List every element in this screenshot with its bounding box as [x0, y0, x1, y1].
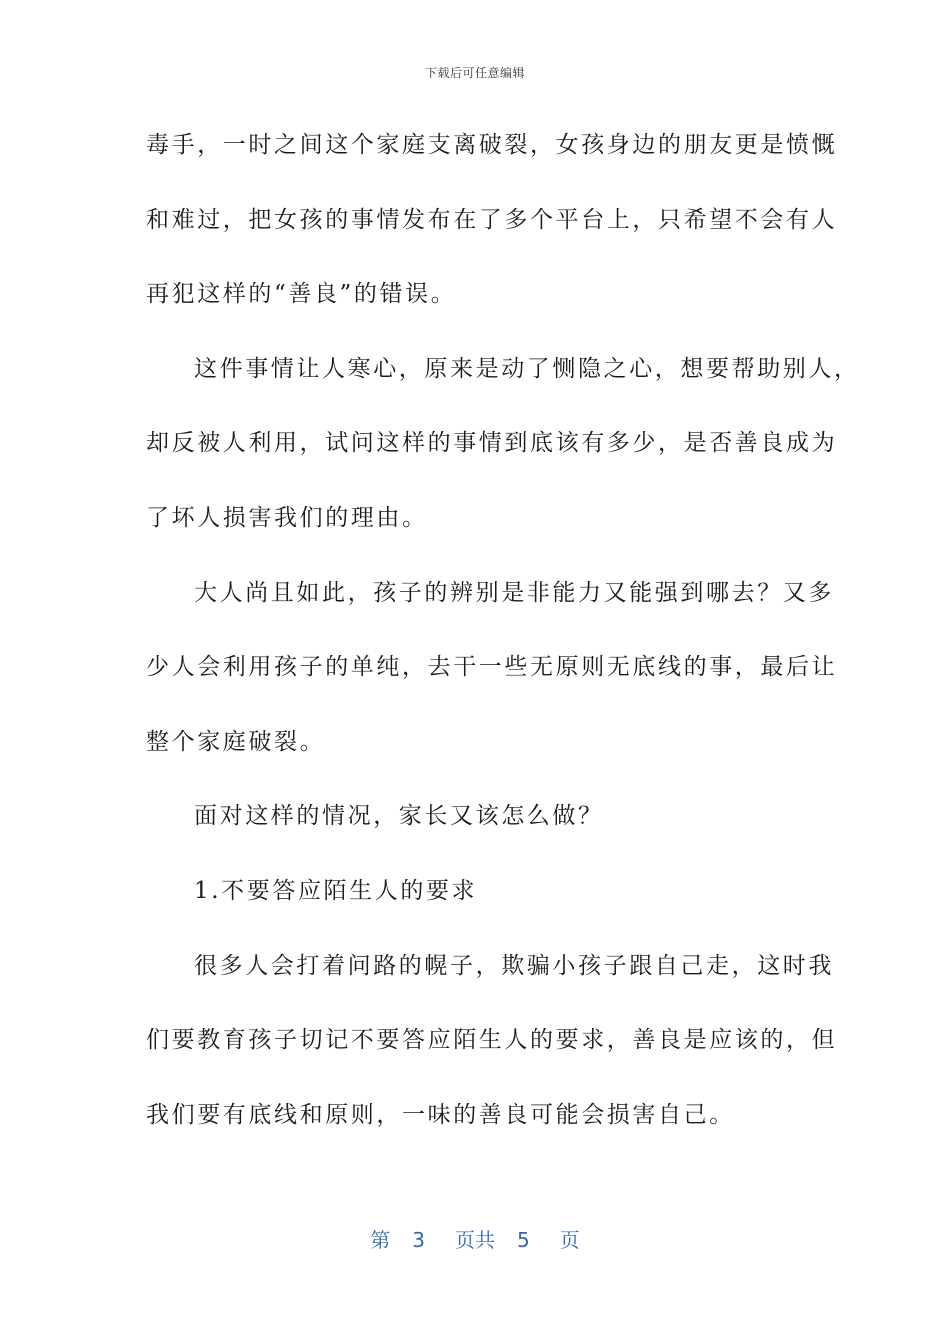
text-line: 们要教育孩子切记不要答应陌生人的要求，善良是应该的，但 [146, 1027, 838, 1054]
footer-total-pages: 5 [517, 1228, 530, 1252]
footer-suffix: 页 [559, 1228, 580, 1252]
text-line: 了坏人损害我们的理由。 [146, 504, 428, 531]
paragraph-start-line: 大人尚且如此，孩子的辨别是非能力又能强到哪去？又多 [194, 579, 834, 606]
header-note: 下载后可任意编辑 [424, 66, 525, 80]
text-line: 整个家庭破裂。 [146, 728, 326, 755]
text-line: 和难过，把女孩的事情发布在了多个平台上，只希望不会有人 [146, 206, 838, 233]
paragraph-start-line: 这件事情让人寒心，原来是动了恻隐之心，想要帮助别人， [194, 355, 860, 382]
text-line: 少人会利用孩子的单纯，去干一些无原则无底线的事，最后让 [146, 654, 838, 681]
paragraph-start-line: 面对这样的情况，家长又该怎么做？ [194, 803, 604, 830]
section-heading: 1.不要答应陌生人的要求 [194, 877, 478, 904]
footer-middle: 页共 [455, 1228, 495, 1252]
text-line: 毒手，一时之间这个家庭支离破裂，女孩身边的朋友更是愤慨 [146, 132, 838, 158]
text-line: 我们要有底线和原则，一味的善良可能会损害自己。 [146, 1101, 735, 1128]
footer-page-number: 3 [412, 1228, 425, 1252]
paragraph-start-line: 很多人会打着问路的幌子，欺骗小孩子跟自己走，这时我 [194, 952, 834, 979]
text-line: 再犯这样的“善良”的错误。 [146, 281, 457, 308]
footer-prefix: 第 [370, 1228, 391, 1252]
text-line: 却反被人利用，试问这样的事情到底该有多少，是否善良成为 [146, 430, 838, 457]
page-footer [0, 1224, 950, 1253]
body-text [146, 118, 860, 1162]
